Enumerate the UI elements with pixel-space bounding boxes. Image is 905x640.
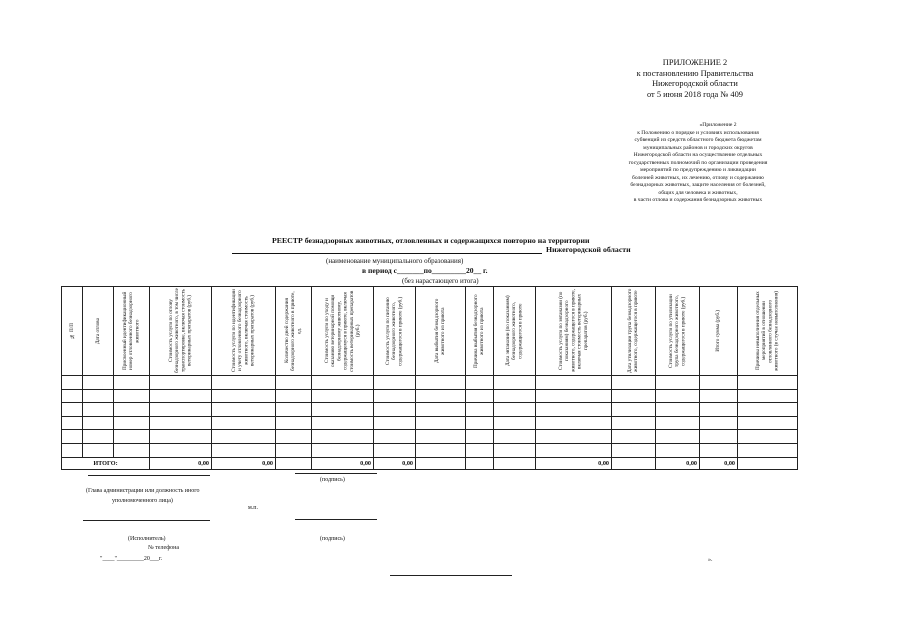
- total-identification-cost: 0,00: [212, 457, 276, 469]
- header-exit-date: Дата выбытия безнадзорного животного из приюта: [416, 287, 466, 376]
- inner-appendix-line: субвенций из средств областного бюджета бюджетам: [634, 137, 762, 143]
- inner-appendix-line: Нижегородской области на осуществление отдельных: [633, 152, 763, 158]
- inner-appendix-line: в части отлова и содержания безнадзорных животных: [633, 197, 763, 203]
- total-care-cost: 0,00: [312, 457, 374, 469]
- inner-appendix-line: муниципальных районов и городских округов: [643, 144, 753, 151]
- header-total-sum: Итого сумма (руб.): [700, 287, 738, 376]
- head-position-caption: (Глава администрации или должность иного: [86, 488, 200, 494]
- signature-caption-2: (подпись): [320, 536, 345, 542]
- register-subtitle: (наименование муниципального образования): [326, 257, 464, 265]
- table-row: [62, 403, 798, 417]
- header-euthanasia-date: Дата эвтаназии (по показаниям) безнадзорного животного, содержащегося в приюте: [494, 287, 536, 376]
- inner-appendix-line: общих для человека и животных,: [658, 189, 738, 196]
- appendix-date: от 5 июня 2018 года № 409: [646, 89, 743, 99]
- table-row: [62, 389, 798, 403]
- table-row: [62, 376, 798, 390]
- total-row: [62, 457, 798, 469]
- register-cumulative-note: (без нарастающего итога): [402, 277, 479, 285]
- inner-appendix-line: безнадзорных животных, защите населения от болезней,: [630, 182, 766, 188]
- stamp-place: м.п.: [248, 505, 259, 511]
- total-exit-date: [416, 457, 466, 469]
- executor-caption: (Исполнитель): [128, 536, 166, 542]
- header-number: № П/П: [62, 287, 83, 376]
- date-blank: "____"_________20___г.: [100, 556, 163, 562]
- header-euthanasia-cost: Стоимость услуги по эвтаназии (по показаниям) безнадзорного животного, содержащегося в приюте, включая стоимость ветеринарных препаратов (руб.): [536, 287, 612, 376]
- appendix-line: Нижегородской области: [652, 79, 738, 88]
- table-row: [62, 416, 798, 430]
- municipality-blank-line: [232, 253, 542, 254]
- register-region: Нижегородской области: [546, 245, 631, 254]
- register-title: РЕЕСТР безнадзорных животных, отловленных и содержащихся повторно на территории: [272, 236, 590, 245]
- head-signature-line: [88, 475, 210, 476]
- table-row: [62, 443, 798, 457]
- head-position-caption-2: уполномоченного лица): [112, 498, 173, 504]
- header-exit-reason: Причина выбытия безнадзорного животного из приюта: [466, 287, 494, 376]
- inner-appendix-line: к Положению о порядке и условиях использования: [637, 129, 759, 136]
- register-period: в период с_______по_________20__ г.: [362, 266, 488, 275]
- executor-line: [83, 520, 210, 521]
- table-header-row: [62, 287, 798, 376]
- total-disposal-date: [612, 457, 656, 469]
- total-shelter-days: [276, 457, 312, 469]
- header-disposal-date: Дата утилизации трупа безнадзорного животного, содержащегося в приюте: [612, 287, 656, 376]
- bottom-rule: [390, 575, 512, 576]
- header-id-number: Присвоенный идентификационный номер отловленного безнадзорного животного: [114, 287, 150, 376]
- inner-appendix-header: [598, 122, 798, 205]
- appendix-header: [600, 58, 790, 100]
- header-non-fulfilment-reasons: Причины невыполнения отдельных мероприятий в отношении отловленного безнадзорного животного (в случае невыполнения): [738, 287, 798, 376]
- total-reasons: [738, 457, 798, 469]
- appendix-line: к постановлению Правительства: [636, 68, 754, 78]
- total-feeding-cost: 0,00: [374, 457, 416, 469]
- inner-appendix-line: государственных полномочий по организации проведения: [628, 159, 768, 166]
- appendix-title: ПРИЛОЖЕНИЕ 2: [662, 58, 728, 67]
- header-capture-cost: Стоимость услуги по отлову безнадзорного животного, в том числе транспортировке, включая стоимость ветеринарных препаратов (руб.): [150, 287, 212, 376]
- header-disposal-cost: Стоимость услуги по утилизации трупа безнадзорного животного, содержащегося в приюте (руб.): [656, 287, 700, 376]
- signature-caption: (подпись): [320, 477, 345, 483]
- header-capture-date: Дата отлова: [83, 287, 114, 376]
- register-table: [61, 286, 798, 470]
- header-care-cost: Стоимость услуги по уходу и оказанию ветеринарной помощи безнадзорному животному, содержащемуся в приюте, включая стоимость ветеринарных препаратов (руб.): [312, 287, 374, 376]
- table-row: [62, 430, 798, 444]
- header-feeding-cost: Стоимость услуги по питанию безнадзорного животного, содержащегося в приюте (руб.): [374, 287, 416, 376]
- total-euthanasia-cost: 0,00: [536, 457, 612, 469]
- header-identification-cost: Стоимость услуги по идентификации и учету отловленного безнадзорного животного, включая стоимость ветеринарных препаратов (руб.): [212, 287, 276, 376]
- total-capture-cost: 0,00: [150, 457, 212, 469]
- signature-line-2: [295, 519, 377, 520]
- signature-line: [295, 473, 377, 474]
- closing-quote: ».: [708, 557, 713, 563]
- total-euthanasia-date: [494, 457, 536, 469]
- inner-appendix-line: «Приложение 2: [699, 122, 737, 128]
- header-shelter-days: Количество дней содержания безнадзорного животного в приюте, ед.: [276, 287, 312, 376]
- total-label: ИТОГО:: [62, 457, 150, 469]
- inner-appendix-line: болезней животных, их лечению, отлову и содержанию: [632, 174, 764, 181]
- phone-caption: № телефона: [148, 545, 180, 551]
- total-sum: 0,00: [700, 457, 738, 469]
- total-disposal-cost: 0,00: [656, 457, 700, 469]
- total-exit-reason: [466, 457, 494, 469]
- inner-appendix-line: мероприятий по предупреждению и ликвидации: [640, 167, 756, 173]
